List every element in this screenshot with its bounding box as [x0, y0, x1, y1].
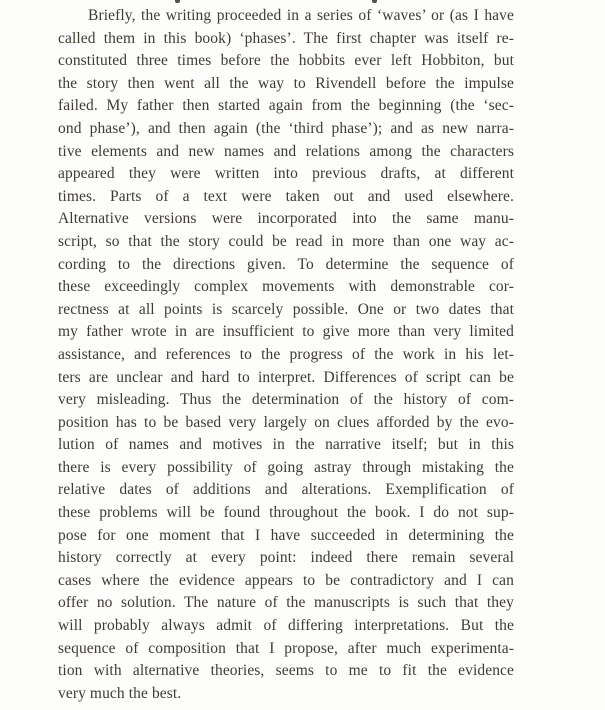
text-line: tive elements and new names and relations among the characters: [58, 142, 514, 160]
text-line: constituted three times before the hobbits ever left Hobbiton, but: [58, 52, 514, 70]
text-line: position has to be based very largely on clues afforded by the evo-: [58, 413, 514, 431]
text-line: offer no solution. The nature of the manuscripts is such that they: [58, 594, 514, 612]
text-line: tion with alternative theories, seems to me to fit the evidence: [58, 662, 514, 680]
body-paragraph: [58, 5, 514, 705]
text-line: pose for one moment that I have succeeded in determining the: [58, 526, 514, 544]
text-line: Briefly, the writing proceeded in a series of ‘waves’ or (as I have: [88, 7, 514, 24]
text-line: the story then went all the way to Rivendell before the impulse: [58, 74, 514, 92]
text-line: sequence of composition that I propose, after much experimenta-: [58, 639, 514, 657]
text-line: will probably always admit of differing interpretations. But the: [58, 617, 514, 635]
text-line: Alternative versions were incorporated into the same manu-: [58, 210, 514, 228]
text-line: called them in this book) ‘phases’. The first chapter was itself re-: [58, 29, 514, 47]
text-line: times. Parts of a text were taken out and used elsewhere.: [58, 187, 514, 205]
text-line: rectness at all points is scarcely possible. One or two dates that: [58, 300, 514, 318]
text-line: cases where the evidence appears to be contradictory and I can: [58, 571, 514, 589]
text-line: very misleading. Thus the determination of the history of com-: [58, 391, 514, 409]
text-line: relative dates of additions and alterations. Exemplification of: [58, 481, 514, 499]
text-line: appeared they were written into previous drafts, at different: [58, 165, 514, 183]
cut-off-text-remnant: [175, 0, 180, 3]
text-line: history correctly at every point: indeed there remain several: [58, 549, 514, 567]
cut-off-text-remnant: [372, 0, 377, 3]
text-line: cording to the directions given. To determine the sequence of: [58, 255, 514, 273]
text-line: lution of names and motives in the narrative itself; but in this: [58, 436, 514, 454]
text-line: my father wrote in are insufficient to give more than very limited: [58, 323, 514, 341]
text-line: very much the best.: [58, 684, 182, 702]
text-line: assistance, and references to the progress of the work in his let-: [58, 345, 514, 363]
text-line: script, so that the story could be read in more than one way ac-: [58, 232, 514, 250]
text-line: failed. My father then started again from the beginning (the ‘sec-: [58, 97, 514, 115]
text-line: these problems will be found throughout the book. I do not sup-: [58, 504, 514, 522]
text-line: there is every possibility of going astray through mistaking the: [58, 458, 514, 476]
text-line: ond phase’), and then again (the ‘third phase’); and as new narra-: [58, 119, 514, 137]
text-line: these exceedingly complex movements with demonstrable cor-: [58, 278, 514, 296]
text-line: ters are unclear and hard to interpret. Differences of script can be: [58, 368, 514, 386]
